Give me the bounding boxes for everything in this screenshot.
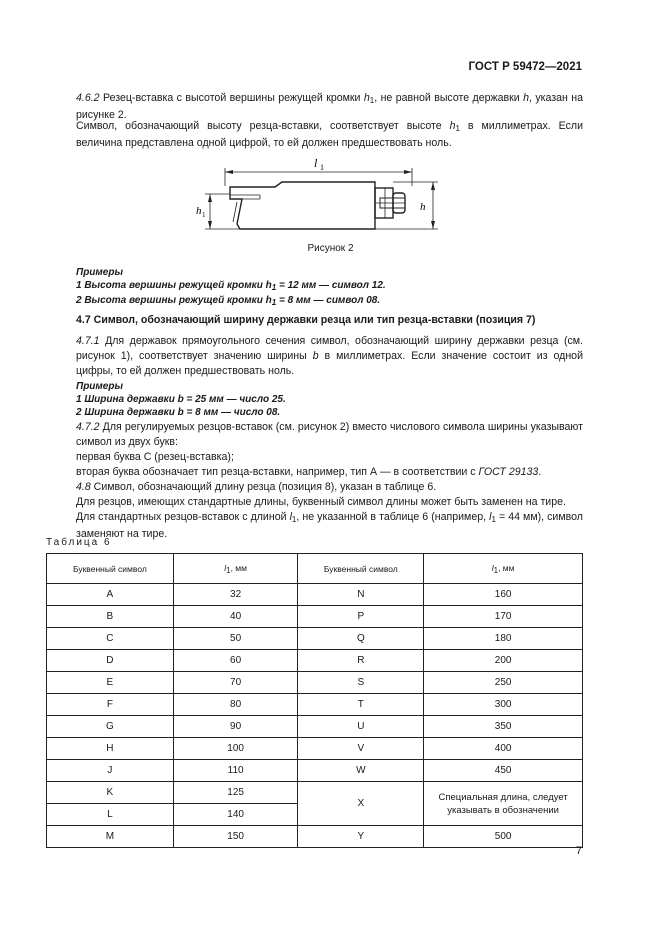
table-cell: U (298, 716, 424, 738)
figure-caption: Рисунок 2 (307, 243, 354, 254)
table-cell: F (47, 694, 174, 716)
table-row (47, 694, 583, 716)
table-cell: 350 (424, 716, 583, 738)
table-cell: 300 (424, 694, 583, 716)
table-cell: J (47, 760, 174, 782)
table-row (47, 738, 583, 760)
example-line: 1 Ширина державки b = 25 мм — число 25. (76, 394, 286, 405)
example-line: 2 Ширина державки b = 8 мм — число 08. (76, 407, 281, 418)
table-cell: R (298, 650, 424, 672)
table-cell: 125 (173, 782, 298, 804)
table-6 (46, 553, 583, 848)
table-cell: P (298, 606, 424, 628)
table-cell: L (47, 804, 174, 826)
table-cell: Специальная длина, следует указывать в обозначении (424, 782, 583, 826)
table-row (47, 760, 583, 782)
label-h1: h (196, 205, 202, 217)
table-cell: V (298, 738, 424, 760)
table-cell: 90 (173, 716, 298, 738)
svg-text:1: 1 (202, 211, 206, 219)
table-cell: H (47, 738, 174, 760)
table-cell: T (298, 694, 424, 716)
table-cell: 450 (424, 760, 583, 782)
table-row (47, 584, 583, 606)
table-cell: 32 (173, 584, 298, 606)
table-row (47, 782, 583, 804)
table-cell: S (298, 672, 424, 694)
table-cell: 500 (424, 826, 583, 848)
example-line: 2 Высота вершины режущей кромки $h_1 = 8$ мм — символ 08. (76, 295, 381, 307)
table-cell: M (47, 826, 174, 848)
figure-2-drawing (190, 152, 450, 237)
gost-reference-link[interactable]: ГОСТ 29133 (478, 466, 539, 478)
table-cell: 150 (173, 826, 298, 848)
table-cell: 40 (173, 606, 298, 628)
table-cell: Q (298, 628, 424, 650)
table-cell: 170 (424, 606, 583, 628)
table-cell: D (47, 650, 174, 672)
table-cell: 80 (173, 694, 298, 716)
paragraph-4-7-2: 4.7.2 Для регулируемых резцов-вставок (см. рисунок 2) вместо числового символа ширины указывают символ из двух букв: первая буква С (резец-вставка); вторая буква обозначает тип резца-вставки, например, тип А — в соответствии с ГОСТ 29133. (76, 421, 583, 478)
table-cell: N (298, 584, 424, 606)
label-h: h (420, 201, 426, 213)
table-cell: B (47, 606, 174, 628)
table-cell: 110 (173, 760, 298, 782)
table-row (47, 628, 583, 650)
table-cell: Y (298, 826, 424, 848)
table-cell: 250 (424, 672, 583, 694)
table-cell: 50 (173, 628, 298, 650)
table-cell: W (298, 760, 424, 782)
table-cell: 60 (173, 650, 298, 672)
paragraph-4-7-1: 4.7.1 Для державок прямоугольного сечения символ, обозначающий ширину державки резца (см. рисунок 1), соответствует значению ширины b в миллиметрах. Если значение состоит из одной цифры, то ей должен предшествовать ноль. (76, 335, 583, 377)
table-row (47, 606, 583, 628)
table-cell: 180 (424, 628, 583, 650)
paragraph-4-8: 4.8 Символ, обозначающий длину резца (позиция 8), указан в таблице 6. Для резцов, имеющих стандартные длины, буквенный символ длины может быть заменен на тире. Для стандартных резцов-вставок с длиной $l_1$, не указанной в таблице 6 (например, $l_1 = 44$ мм), символ заменяют на тире. (76, 481, 583, 540)
table-cell: E (47, 672, 174, 694)
clause-number: 4.6.2 (76, 92, 100, 104)
paragraph-4-6-2: 4.6.2 Резец-вставка с высотой вершины режущей кромки $h_1$, не равной высоте державки h, указан на рисунке 2. (76, 92, 583, 121)
table-row (47, 826, 583, 848)
standard-header: ГОСТ Р 59472—2021 (468, 61, 582, 73)
header-length: l1, мм (173, 554, 298, 584)
table-cell: A (47, 584, 174, 606)
svg-text:1: 1 (320, 163, 324, 172)
example-line: 1 Высота вершины режущей кромки $h_1 = 12$ мм — символ 12. (76, 280, 386, 292)
section-4-7-heading: 4.7 Символ, обозначающий ширину державки резца или тип резца-вставки (позиция 7) (76, 314, 536, 326)
table-cell: G (47, 716, 174, 738)
header-length: l1, мм (424, 554, 583, 584)
table-cell: K (47, 782, 174, 804)
header-letter-symbol: Буквенный символ (298, 554, 424, 584)
table-row (47, 650, 583, 672)
table-cell: 140 (173, 804, 298, 826)
table-header-row (47, 554, 583, 584)
paragraph-symbol-height: Символ, обозначающий высоту резца-вставки, соответствует высоте $h_1$ в миллиметрах. Если величина представлена одной цифрой, то ей должен предшествовать ноль. (76, 120, 584, 149)
table-cell: 200 (424, 650, 583, 672)
table-caption: Таблица 6 (46, 537, 112, 548)
examples-block-2: Примеры 1 Ширина державки b = 25 мм — число 25. 2 Ширина державки b = 8 мм — число 08. (76, 380, 583, 419)
table-row (47, 672, 583, 694)
page-number: 7 (575, 845, 582, 857)
table-cell: 100 (173, 738, 298, 760)
table-cell: C (47, 628, 174, 650)
table-cell: X (298, 782, 424, 826)
header-letter-symbol: Буквенный символ (47, 554, 174, 584)
table-row (47, 716, 583, 738)
examples-block-1: Примеры 1 Высота вершины режущей кромки $h_1 = 12$ мм — символ 12. 2 Высота вершины режущей кромки $h_1 = 8$ мм — символ 08. (76, 266, 583, 309)
label-l1: l (314, 156, 318, 170)
table-cell: 160 (424, 584, 583, 606)
table-cell: 400 (424, 738, 583, 760)
table-cell: 70 (173, 672, 298, 694)
